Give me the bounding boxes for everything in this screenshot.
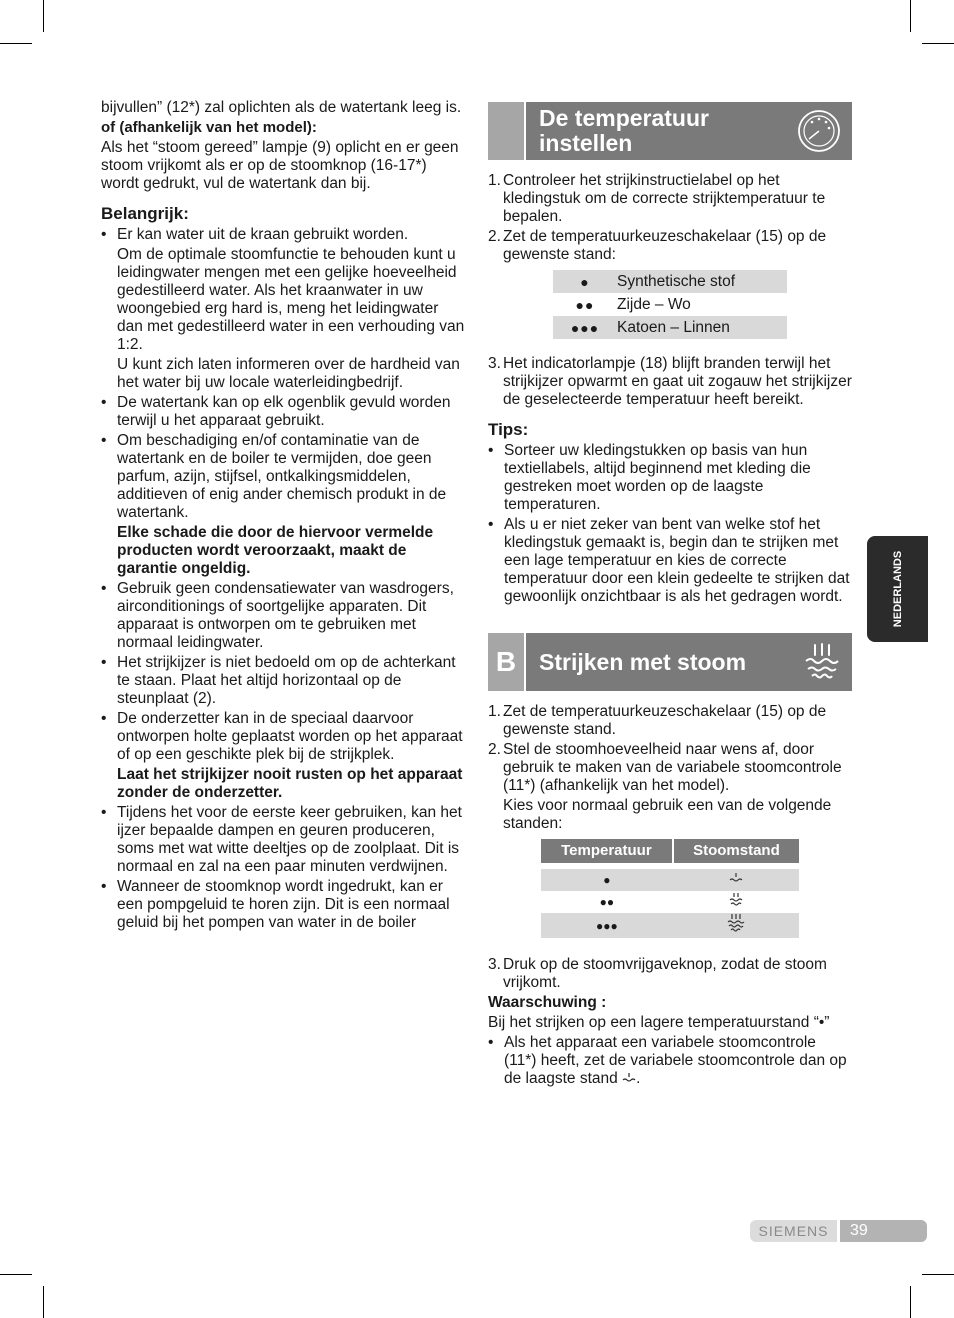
right-column <box>488 102 852 1090</box>
column-header: Stoomstand <box>673 839 799 863</box>
warning-text: Bij het strijken op een lagere temperatuurstand “•” <box>488 1014 830 1031</box>
warning-heading: Waarschuwing : <box>488 994 607 1011</box>
list-item: 3. Druk op de stoomvrijgaveknop, zodat de stoom vrijkomt. <box>488 956 827 991</box>
crop-mark <box>43 1286 44 1318</box>
crop-mark <box>910 1286 911 1318</box>
section-title: Strijken met stoom <box>539 648 747 675</box>
section-tab <box>488 102 526 160</box>
left-column <box>101 99 467 934</box>
column-header: Temperatuur <box>541 839 673 863</box>
list-item: • Tijdens het voor de eerste keer gebruiken, kan het ijzer bepaalde dampen en geuren produceren, soms met wat witte deeltjes op de zoolplaat. Dit is normaal en zal na een paar minuten verdwijnen. <box>101 804 467 876</box>
tips-list <box>488 442 852 606</box>
steam-low-icon <box>729 872 743 884</box>
table-row: ●● Zijde – Wo <box>575 295 691 313</box>
warning-list <box>488 1034 852 1088</box>
list-item: 1. Zet de temperatuurkeuzeschakelaar (15) op de gewenste stand. <box>488 703 827 738</box>
language-label: NEDERLANDS <box>891 550 904 628</box>
list-item: • Gebruik geen condensatiewater van wasdrogers, airconditionings of soortgelijke apparaten. Dit apparaat is ontworpen om te gebruiken met normaal leidingwater. <box>101 580 467 652</box>
steam-low-icon <box>622 1072 636 1084</box>
temperature-dial-icon <box>796 108 842 154</box>
list-item: • Wanneer de stoomknop wordt ingedrukt, kan er een pompgeluid te horen zijn. Dit is een normaal geluid bij het pompen van water in de boiler <box>101 878 467 932</box>
steam-icon <box>802 641 842 683</box>
list-item: 2. Zet de temperatuurkeuzeschakelaar (15) op de gewenste stand: <box>488 228 827 263</box>
variant-heading: of (afhankelijk van het model): <box>101 119 317 136</box>
intro-text: bijvullen” (12*) zal oplichten als de watertank leeg is. <box>101 99 462 116</box>
temperature-steps-cont <box>488 355 852 409</box>
list-item: 2. Stel de stoomhoeveelheid naar wens af, door gebruik te maken van de variabele stoomcontrole (11*) (afhankelijk van het model). Kies voor normaal gebruik een van de volgende standen: <box>488 741 842 832</box>
crop-mark <box>922 1274 954 1275</box>
crop-mark <box>0 43 32 44</box>
table-row: ●● <box>541 891 799 913</box>
page-number: 39 <box>840 1220 927 1242</box>
temperature-section-header <box>488 102 852 160</box>
crop-mark <box>910 0 911 32</box>
steam-section-header <box>488 633 852 691</box>
warranty-warning: Elke schade die door de hiervoor vermelde producten wordt veroorzaakt, maakt de garantie ongeldig. <box>117 524 434 577</box>
table-row: ●●● <box>541 913 799 938</box>
list-item: • Als u er niet zeker van bent van welke stof het kledingstuk gemaakt is, begin dan te strijken met een lage temperatuur en kies de correcte temperatuur door een klein gedeelte te strijken dat gewoonlijk onzichtbaar is als het gedragen wordt. <box>488 516 852 606</box>
list-item: • Het strijkijzer is niet bedoeld om op de achterkant te staan. Plaat het altijd horizontaal op de steunplaat (2). <box>101 654 467 708</box>
language-tab <box>867 536 928 642</box>
steam-settings-table <box>541 839 799 938</box>
tips-heading: Tips: <box>488 420 529 439</box>
temperature-settings-table <box>553 270 787 339</box>
brand-label: SIEMENS <box>750 1220 837 1242</box>
list-item: • Als het apparaat een variabele stoomcontrole (11*) heeft, zet de variabele stoomcontrole dan op de laagste stand . <box>488 1034 852 1088</box>
steam-steps-cont <box>488 956 852 992</box>
list-item: 3. Het indicatorlampje (18) blijft branden terwijl het strijkijzer opwarmt en gaat uit zogauw het strijkijzer de geselecteerde temperatuur heeft bereikt. <box>488 355 852 408</box>
steam-medium-icon <box>729 892 743 908</box>
list-item: 1. Controleer het strijkinstructielabel op het kledingstuk om de correcte strijktemperatuur te bepalen. <box>488 172 826 225</box>
crop-mark <box>0 1274 32 1275</box>
table-header-row <box>541 839 799 863</box>
crop-mark <box>43 0 44 32</box>
list-item: • De watertank kan op elk ogenblik gevuld worden terwijl u het apparaat gebruikt. <box>101 394 467 430</box>
table-row: ●●● Katoen – Linnen <box>553 316 787 339</box>
crop-mark <box>922 43 954 44</box>
steam-high-icon <box>727 913 745 933</box>
important-heading: Belangrijk: <box>101 204 189 223</box>
section-title: De temperatuur instellen <box>539 105 709 156</box>
list-item: • Om beschadiging en/of contaminatie van de watertank en de boiler te vermijden, doe geen parfum, azijn, stijfsel, ontkalkingsmiddelen, additieven of enig ander chemisch produkt in de watertank. Elke schade die door de hiervoor vermelde producten wordt veroorzaakt, maakt de garantie ongeldig. <box>101 432 467 578</box>
table-row: ● Synthetische stof <box>553 270 787 293</box>
steam-steps <box>488 703 852 833</box>
page-footer <box>750 1220 927 1242</box>
section-tab: B <box>488 633 526 691</box>
list-item: • Sorteer uw kledingstukken op basis van hun textiellabels, altijd beginnend met kleding die gestreken moet worden op de laagste temperaturen. <box>488 442 852 514</box>
important-list <box>101 226 467 932</box>
rest-warning: Laat het strijkijzer nooit rusten op het apparaat zonder de onderzetter. <box>117 766 463 801</box>
temperature-steps <box>488 172 852 264</box>
table-row: ● <box>541 869 799 891</box>
variant-text: Als het “stoom gereed” lampje (9) oplicht en er geen stoom vrijkomt als er op de stoomknop (16-17*) wordt gedrukt, vul de watertank dan bij. <box>101 139 459 192</box>
list-item: • De onderzetter kan in de speciaal daarvoor ontworpen holte geplaatst worden op het apparaat of op een geschikte plek bij de strijkplek. Laat het strijkijzer nooit rusten op het apparaat zonder de onderzetter. <box>101 710 467 802</box>
list-item: • Er kan water uit de kraan gebruikt worden. Om de optimale stoomfunctie te behouden kunt u leidingwater mengen met een gelijke hoeveelheid gedestilleerd water. Als het kraanwater in uw woongebied erg hard is, meng het leidingwater dan met gedestilleerd water in een verhouding van 1:2. U kunt zich laten informeren over de hardheid van het water bij uw locale waterleidingbedrijf. <box>101 226 467 392</box>
